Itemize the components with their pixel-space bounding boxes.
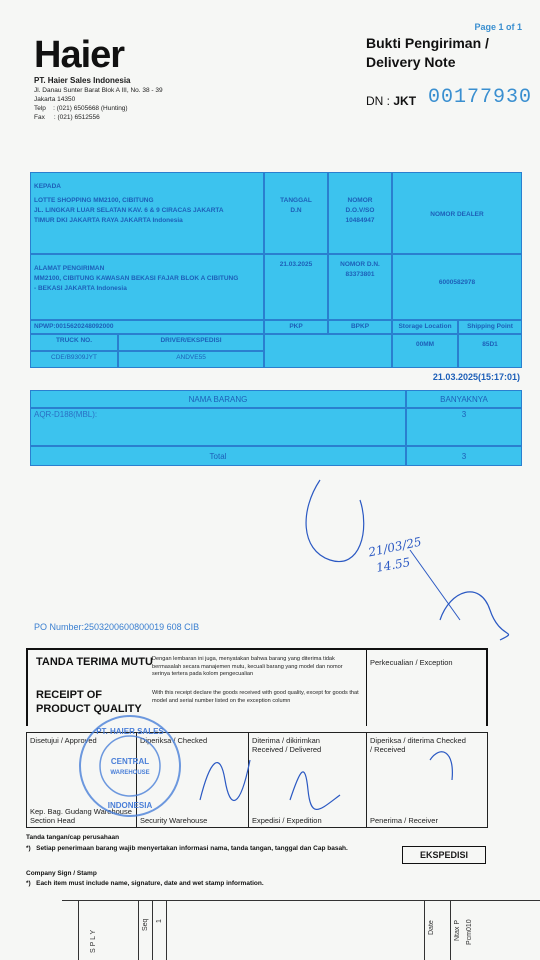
driver-value: ANDVE55 (176, 354, 206, 361)
sig-bottom-label: Kep. Bag. Gudang Warehouse Section Head (30, 807, 132, 825)
kepada-label: KEPADA (34, 183, 61, 190)
storage-value: 00MM (415, 341, 435, 348)
col-nama-barang (30, 390, 406, 408)
strip-line (138, 901, 139, 960)
document-title (366, 34, 489, 72)
nomor-dealer-cell (392, 172, 522, 254)
item-row-name (30, 408, 406, 446)
alamat-line: MM2100, CIBITUNG KAWASAN BEKASI FAJAR BLOK A CIBITUNG (34, 275, 239, 282)
dealer-value: 6000582978 (438, 279, 476, 286)
tanggal-cell (264, 172, 328, 254)
nomor-label: NOMOR (347, 197, 373, 204)
strip-pcm: Pcm010 (466, 919, 473, 945)
nomor-value: 10484947 (345, 217, 375, 224)
sig-bottom-label: Penerima / Receiver (370, 816, 438, 825)
col-nama-label: NAMA BARANG (188, 395, 248, 404)
nomor-dn-cell (328, 254, 392, 320)
storage-value-cell (392, 334, 458, 368)
dn-label: DN : JKT (366, 94, 417, 108)
shipping-label-cell (458, 320, 522, 334)
po-number: PO Number:2503200600800019 608 CIB (34, 622, 200, 632)
print-datetime: 21.03.2025(15:17:01) (432, 372, 520, 382)
kepada-line: JL. LINGKAR LUAR SELATAN KAV. 6 & 9 CIRACAS JAKARTA (34, 207, 224, 214)
driver-value-cell (118, 351, 264, 368)
nomor-cell (328, 172, 392, 254)
receipt-divider (366, 650, 367, 726)
total-value: 3 (461, 452, 467, 461)
nomor-dn-value: 83373801 (345, 271, 375, 278)
handwritten-time: 14.55 (375, 555, 412, 575)
fax-line: Fax : (021) 6512556 (34, 114, 100, 121)
stamp-text-top: PT. HAIER SALES (96, 727, 164, 736)
address-line: Jakarta 14350 (34, 96, 76, 103)
warehouse-stamp (76, 712, 184, 820)
total-label-cell (30, 446, 406, 466)
driver-label: DRIVER/EKSPEDISI (160, 337, 222, 344)
total-label: Total (209, 452, 227, 461)
dn-number: 00177930 (428, 86, 533, 109)
signatures-ink (190, 740, 470, 820)
strip-one: 1 (156, 919, 163, 923)
storage-label-cell (392, 320, 458, 334)
nomor-sub: D.O.V/SO (345, 207, 375, 214)
truck-label: TRUCK NO. (55, 337, 93, 344)
strip-line (166, 901, 167, 960)
receipt-right-border (486, 650, 488, 726)
item-qty: 3 (461, 410, 467, 419)
strip-date: Date (428, 920, 435, 935)
underlying-form-strip (62, 900, 540, 960)
tanda-terima-title: TANDA TERIMA MUTU (36, 656, 153, 668)
title-line-1: Bukti Pengiriman / (366, 35, 489, 51)
pkp-cell (264, 320, 328, 334)
strip-ntax: Ntax P (454, 919, 461, 941)
blank-cell (264, 334, 392, 368)
truck-value: CDE/B9309JYT (51, 354, 97, 361)
bpkp-cell (328, 320, 392, 334)
kepada-line: TIMUR DKI JAKARTA RAYA JAKARTA Indonesia (34, 217, 183, 224)
col-banyaknya (406, 390, 522, 408)
footer-note-1: *) Setiap penerimaan barang wajib menyertakan informasi nama, tanda tangan, tanggal dan Cap basah. (26, 845, 348, 852)
stamp-text-mid: CENTRAL (110, 757, 150, 766)
tanggal-value: 21.03.2025 (279, 261, 313, 268)
pkp-label: PKP (289, 323, 303, 330)
alamat-line: - BEKASI JAKARTA Indonesia (34, 285, 127, 292)
title-line-2: Delivery Note (366, 54, 456, 70)
truck-value-cell (30, 351, 118, 368)
sig-top-label: Diterima / dikirimkan Received / Delivered (252, 736, 322, 754)
sig-top-label: Diperiksa / diterima Checked / Received (370, 736, 466, 754)
nomor-dn-label: NOMOR D.N. (340, 261, 380, 268)
strip-sply: S P L Y (90, 929, 97, 953)
bpkp-label: BPKP (350, 323, 370, 330)
item-row-qty (406, 408, 522, 446)
dn-prefix: JKT (393, 94, 417, 108)
receipt-title: RECEIPT OF PRODUCT QUALITY (36, 689, 142, 715)
alamat-label: ALAMAT PENGIRIMAN (34, 265, 105, 272)
nomor-dealer-label: NOMOR DEALER (430, 211, 484, 218)
receipt-text: With this receipt declare the goods received with good quality, except for goods that model and serial number listed on the exception column (152, 690, 359, 704)
exception-label: Perkecualian / Exception (370, 658, 453, 667)
signature-scribble (290, 470, 530, 670)
driver-label-cell (118, 334, 264, 351)
company-sign-label: Company Sign / Stamp (26, 870, 97, 877)
sig-bottom-label: Expedisi / Expedition (252, 816, 322, 825)
shipping-value-cell (458, 334, 522, 368)
sig-top-label: Disetujui / Approved (30, 736, 97, 745)
kepada-line: LOTTE SHOPPING MM2100, CIBITUNG (34, 197, 154, 204)
tanggal-sub: D.N (290, 207, 302, 214)
col-qty-label: BANYAKNYA (440, 395, 488, 404)
stamp-text-bottom: INDONESIA (107, 801, 153, 810)
kepada-cell (30, 172, 264, 254)
receipt-left-border (26, 650, 28, 726)
shipping-label: Shipping Point (467, 323, 513, 330)
strip-line (78, 901, 79, 960)
ekspedisi-box: EKSPEDISI (402, 846, 486, 864)
shipping-value: 85D1 (482, 341, 498, 348)
npwp-value: NPWP:0015620248092000 (34, 323, 114, 330)
npwp-cell (30, 320, 264, 334)
storage-label: Storage Location (398, 323, 452, 330)
total-value-cell (406, 446, 522, 466)
strip-line (424, 901, 425, 960)
haier-logo: Haier (34, 34, 125, 76)
item-name: AQR-D188(MBL): (34, 410, 98, 419)
footer-note-2: *) Each item must include name, signature, date and wet stamp information. (26, 880, 264, 887)
stamp-text-mid2: WAREHOUSE (110, 770, 150, 776)
address-line: Jl. Danau Sunter Barat Blok A III, No. 38 - 39 (34, 87, 163, 94)
sig-bottom-label: Security Warehouse (140, 816, 208, 825)
dealer-value-cell (392, 254, 522, 320)
page-count: Page 1 of 1 (474, 22, 522, 32)
tanda-tangan-label: Tanda tangan/cap perusahaan (26, 834, 120, 841)
strip-line (152, 901, 153, 960)
tanggal-label: TANGGAL (280, 197, 312, 204)
dn-text: DN (366, 94, 384, 108)
phone-line: Telp : (021) 6505668 (Hunting) (34, 105, 128, 112)
handwritten-date: 21/03/25 (367, 534, 423, 560)
truck-label-cell (30, 334, 118, 351)
company-name: PT. Haier Sales Indonesia (34, 76, 131, 85)
tanggal-value-cell (264, 254, 328, 320)
alamat-cell (30, 254, 264, 320)
tanda-terima-text: Dengan lembaran ini juga, menyatakan bahwa barang yang diterima tidak bermasalah secara manajemen mutu, kecuali barang yang model dan nomor serinya tertera pada kolom pengecualian (152, 656, 343, 677)
strip-line (450, 901, 451, 960)
sig-top-label: Diperiksa / Checked (140, 736, 208, 745)
strip-seq: Seq (142, 918, 149, 931)
